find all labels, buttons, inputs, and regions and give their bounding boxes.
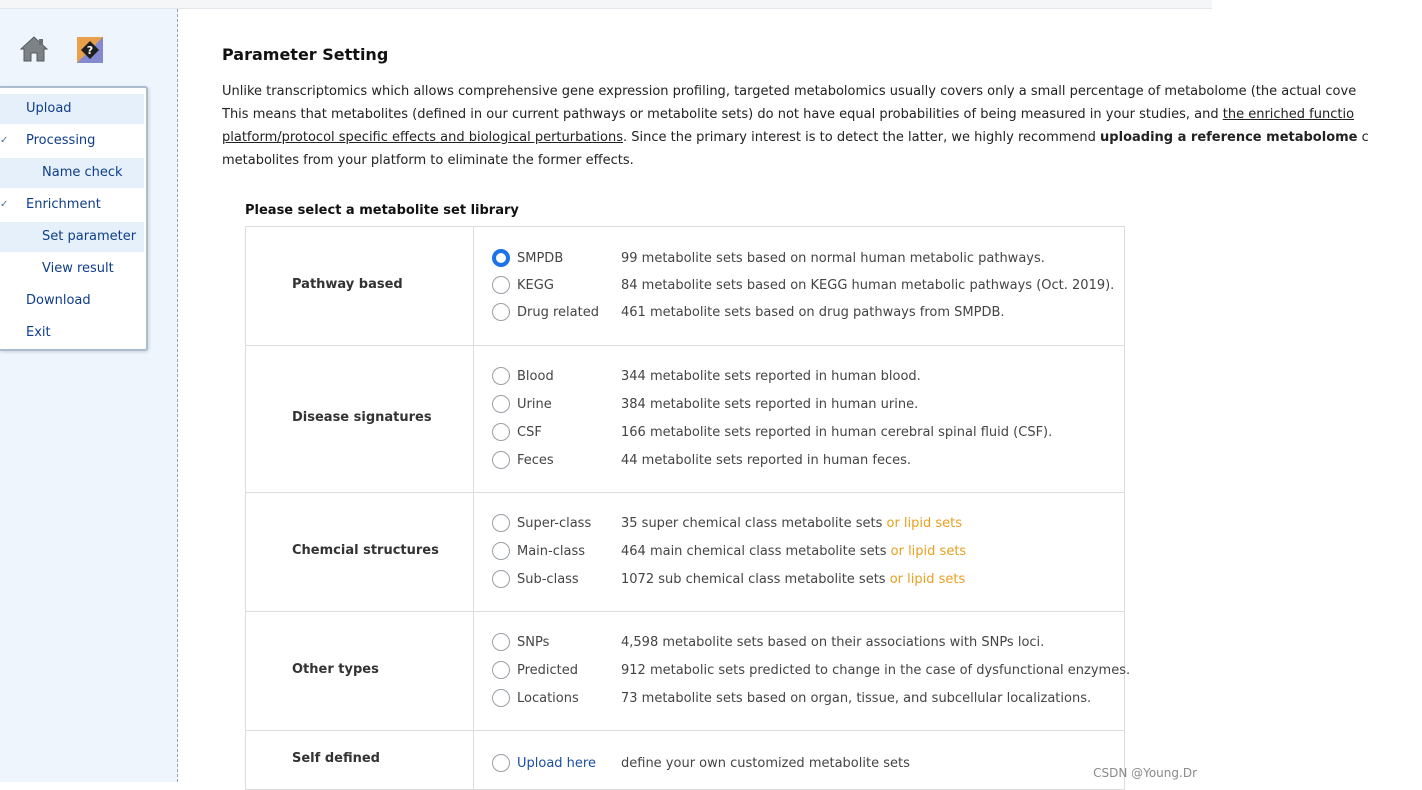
option-description-text: 1072 sub chemical class metabolite sets <box>621 572 890 587</box>
check-icon: ✓ <box>0 135 9 146</box>
library-row <box>246 612 1131 731</box>
option-description <box>621 660 1130 682</box>
option-name: KEGG <box>517 278 554 293</box>
check-icon: ✓ <box>0 199 9 210</box>
intro-line-2-text: This means that metabolites (defined in our current pathways or metabolite sets) do not have equal probabilities of being measured in your studies, and <box>222 107 1223 122</box>
nav-menu <box>0 86 148 351</box>
option-description <box>621 753 910 775</box>
library-option <box>492 513 1112 535</box>
option-description <box>621 632 1044 654</box>
category-label: Pathway based <box>292 277 403 292</box>
option-description <box>621 366 921 388</box>
radio-predicted[interactable] <box>492 661 510 679</box>
library-option <box>492 632 1112 654</box>
intro-line-3-bold: uploading a reference metabolome <box>1100 130 1358 145</box>
nav-item-upload[interactable] <box>0 94 144 124</box>
intro-line-3 <box>222 126 1422 149</box>
intro-line-2 <box>222 103 1422 126</box>
lipid-sets-link[interactable]: or lipid sets <box>886 516 963 531</box>
page-title: Parameter Setting <box>222 45 389 64</box>
option-description-text: define your own customized metabolite sets <box>621 756 910 771</box>
library-row <box>246 227 1124 346</box>
option-name[interactable]: Upload here <box>517 756 596 771</box>
radio-csf[interactable] <box>492 423 510 441</box>
nav-item-enrichment[interactable] <box>0 190 144 220</box>
library-option <box>492 275 1115 297</box>
category-label: Disease signatures <box>292 410 432 425</box>
option-description-text: 344 metabolite sets reported in human blood. <box>621 369 921 384</box>
option-description <box>621 450 911 472</box>
nav-item-label: Enrichment <box>26 197 101 212</box>
nav-item-label: Exit <box>26 325 51 340</box>
sidebar <box>0 9 178 782</box>
radio-locations[interactable] <box>492 689 510 707</box>
intro-line-3-underlined: platform/protocol specific effects and biological perturbations <box>222 130 623 145</box>
library-option <box>492 541 1112 563</box>
radio-urine[interactable] <box>492 395 510 413</box>
option-description-text: 461 metabolite sets based on drug pathways from SMPDB. <box>621 305 1005 320</box>
library-row <box>246 493 1124 612</box>
library-option <box>492 753 1112 775</box>
category-label: Chemcial structures <box>292 543 439 558</box>
intro-line-3-tail: c <box>1357 130 1369 145</box>
category-cell <box>246 731 474 789</box>
library-option <box>492 394 1112 416</box>
category-label: Other types <box>292 662 379 677</box>
category-cell <box>246 612 474 730</box>
library-option <box>492 302 1112 324</box>
option-name: Super-class <box>517 516 592 531</box>
option-name: Main-class <box>517 544 585 559</box>
radio-upload-here[interactable] <box>492 754 510 772</box>
library-title: Please select a metabolite set library <box>245 203 519 218</box>
radio-sub-class[interactable] <box>492 570 510 588</box>
nav-item-label: Download <box>26 293 91 308</box>
intro-line-4: metabolites from your platform to eliminate the former effects. <box>222 153 634 168</box>
nav-item-download[interactable] <box>0 286 144 316</box>
option-description <box>621 688 1091 710</box>
option-description-text: 384 metabolite sets reported in human urine. <box>621 397 919 412</box>
option-name: Feces <box>517 453 554 468</box>
option-description <box>621 541 966 563</box>
option-description <box>621 248 1045 270</box>
watermark: CSDN @Young.Dr <box>1093 766 1197 780</box>
option-name: SNPs <box>517 635 550 650</box>
intro-line-1: Unlike transcriptomics which allows comprehensive gene expression profiling, targeted metabolomics usually covers only a small percentage of metabolome (the actual cove <box>222 84 1357 99</box>
nav-item-label: Name check <box>42 165 123 180</box>
option-name: Sub-class <box>517 572 579 587</box>
option-description-text: 912 metabolic sets predicted to change in the case of dysfunctional enzymes. <box>621 663 1131 678</box>
nav-item-label: Processing <box>26 133 96 148</box>
radio-snps[interactable] <box>492 633 510 651</box>
nav-item-processing[interactable] <box>0 126 144 156</box>
library-option <box>492 422 1112 444</box>
library-row <box>246 346 1124 493</box>
option-description-text: 99 metabolite sets based on normal human metabolic pathways. <box>621 251 1045 266</box>
nav-item-name-check[interactable] <box>0 158 144 188</box>
category-cell <box>246 493 474 611</box>
option-description <box>621 513 962 535</box>
svg-text:?: ? <box>86 44 94 57</box>
nav-item-view-result[interactable] <box>0 254 144 284</box>
option-description-text: 464 main chemical class metabolite sets <box>621 544 891 559</box>
option-name: Urine <box>517 397 552 412</box>
option-name: CSF <box>517 425 542 440</box>
nav-item-set-parameter[interactable] <box>0 222 144 252</box>
option-description <box>621 275 1114 297</box>
category-label: Self defined <box>292 751 380 766</box>
main-content <box>180 9 1369 782</box>
option-name: Locations <box>517 691 579 706</box>
radio-drug-related[interactable] <box>492 303 510 321</box>
intro-line-2-underlined: the enriched functio <box>1222 107 1355 122</box>
library-option <box>492 366 1112 388</box>
nav-item-label: View result <box>42 261 114 276</box>
intro-text <box>222 80 1422 172</box>
category-cell <box>246 227 474 345</box>
option-description-text: 35 super chemical class metabolite sets <box>621 516 887 531</box>
library-table <box>245 226 1131 790</box>
option-description-text: 4,598 metabolite sets based on their associations with SNPs loci. <box>621 635 1045 650</box>
option-description <box>621 422 1052 444</box>
option-description <box>621 569 965 591</box>
lipid-sets-link[interactable]: or lipid sets <box>890 544 967 559</box>
top-bar <box>0 0 1212 9</box>
nav-item-label: Upload <box>26 101 72 116</box>
radio-kegg[interactable] <box>492 276 510 294</box>
option-name: Blood <box>517 369 554 384</box>
radio-feces[interactable] <box>492 451 510 469</box>
nav-item-label: Set parameter <box>42 229 137 244</box>
library-option <box>492 569 1112 591</box>
option-description-text: 73 metabolite sets based on organ, tissue, and subcellular localizations. <box>621 691 1092 706</box>
radio-super-class[interactable] <box>492 514 510 532</box>
radio-main-class[interactable] <box>492 542 510 560</box>
category-cell <box>246 346 474 492</box>
lipid-sets-link[interactable]: or lipid sets <box>889 572 966 587</box>
option-description <box>621 394 918 416</box>
home-icon[interactable] <box>20 36 48 62</box>
option-description-text: 166 metabolite sets reported in human cerebral spinal fluid (CSF). <box>621 425 1053 440</box>
help-icon[interactable] <box>76 36 104 64</box>
option-description <box>621 302 1005 324</box>
option-description-text: 84 metabolite sets based on KEGG human metabolic pathways (Oct. 2019). <box>621 278 1115 293</box>
nav-item-exit[interactable] <box>0 318 144 348</box>
intro-line-3-text: . Since the primary interest is to detect the latter, we highly recommend <box>623 130 1101 145</box>
library-option <box>492 248 1112 270</box>
library-row <box>246 731 1124 789</box>
option-name: Predicted <box>517 663 579 678</box>
radio-smpdb[interactable] <box>492 249 510 267</box>
option-name: Drug related <box>517 305 599 320</box>
library-option <box>492 688 1112 710</box>
radio-blood[interactable] <box>492 367 510 385</box>
library-option <box>492 660 1131 682</box>
library-option <box>492 450 1112 472</box>
option-description-text: 44 metabolite sets reported in human feces. <box>621 453 912 468</box>
option-name: SMPDB <box>517 251 564 266</box>
